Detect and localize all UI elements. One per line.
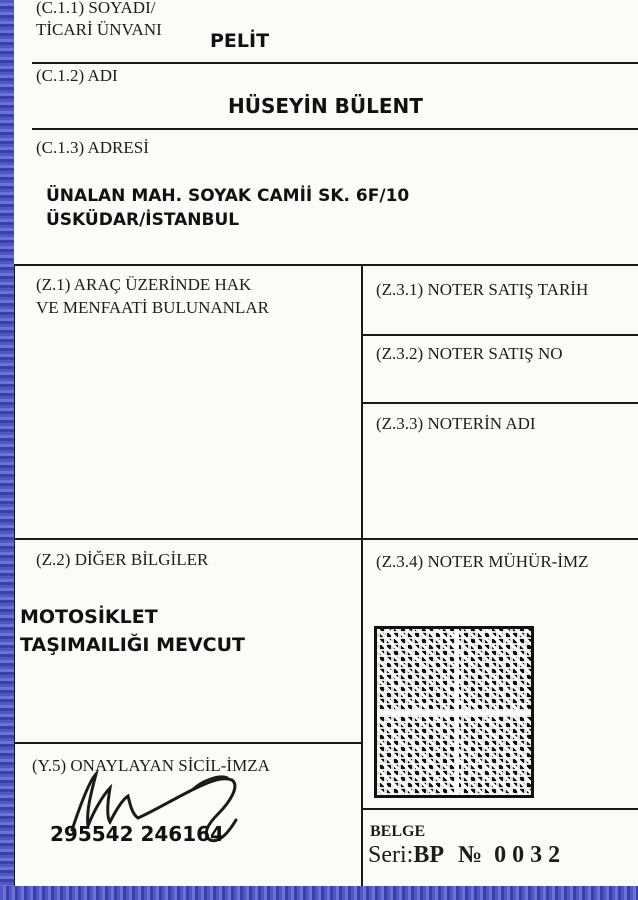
field-value-address-line1: ÜNALAN MAH. SOYAK CAMİİ SK. 6F/10 — [46, 186, 410, 206]
divider — [32, 128, 638, 130]
field-label-rights-holders: (Z.1) ARAÇ ÜZERİNDE HAK — [36, 275, 252, 294]
divider — [362, 334, 638, 336]
field-label-notary-seal: (Z.3.4) NOTER MÜHÜR-İMZ — [376, 552, 589, 571]
field-label-rights-holders-line2: VE MENFAATİ BULUNANLAR — [36, 298, 269, 317]
field-value-other-line1: MOTOSİKLET — [20, 606, 158, 628]
divider-vertical — [361, 264, 363, 886]
serial-number: 0032 — [494, 842, 567, 868]
field-label-approver: (Y.5) ONAYLAYAN SİCİL-İMZA — [32, 756, 270, 775]
field-label-notary-sale-date: (Z.3.1) NOTER SATIŞ TARİH — [376, 280, 589, 299]
divider — [14, 742, 362, 744]
field-label-notary-name: (Z.3.3) NOTERİN ADI — [376, 414, 536, 433]
serial-prefix: Seri: — [368, 842, 414, 868]
field-label-surname-line2: TİCARİ ÜNVANI — [36, 20, 162, 39]
qr-code — [374, 626, 534, 798]
blue-border-bottom — [0, 886, 638, 900]
number-sign: № — [458, 842, 483, 868]
field-value-name: HÜSEYİN BÜLENT — [228, 94, 423, 118]
field-value-approver-codes: 295542 246164 — [50, 822, 224, 846]
field-label-name: (C.1.2) ADI — [36, 66, 118, 85]
field-label-surname: (C.1.1) SOYADI/ — [36, 0, 156, 17]
field-label-address: (C.1.3) ADRESİ — [36, 138, 149, 157]
registration-document — [14, 0, 638, 886]
divider — [32, 62, 638, 64]
divider — [362, 402, 638, 404]
serial-code: BP — [413, 842, 444, 868]
field-label-other-info: (Z.2) DİĞER BİLGİLER — [36, 550, 209, 569]
field-value-address-line2: ÜSKÜDAR/İSTANBUL — [46, 210, 240, 230]
divider — [362, 808, 638, 810]
divider — [14, 264, 638, 266]
field-value-surname: PELİT — [210, 30, 270, 52]
field-value-other-line2: TAŞIMAILIĞI MEVCUT — [20, 634, 246, 656]
document-serial — [368, 840, 566, 870]
field-label-notary-sale-no: (Z.3.2) NOTER SATIŞ NO — [376, 344, 563, 363]
document-label: BELGE — [370, 823, 426, 840]
divider-vertical — [14, 264, 15, 886]
divider — [14, 538, 638, 540]
